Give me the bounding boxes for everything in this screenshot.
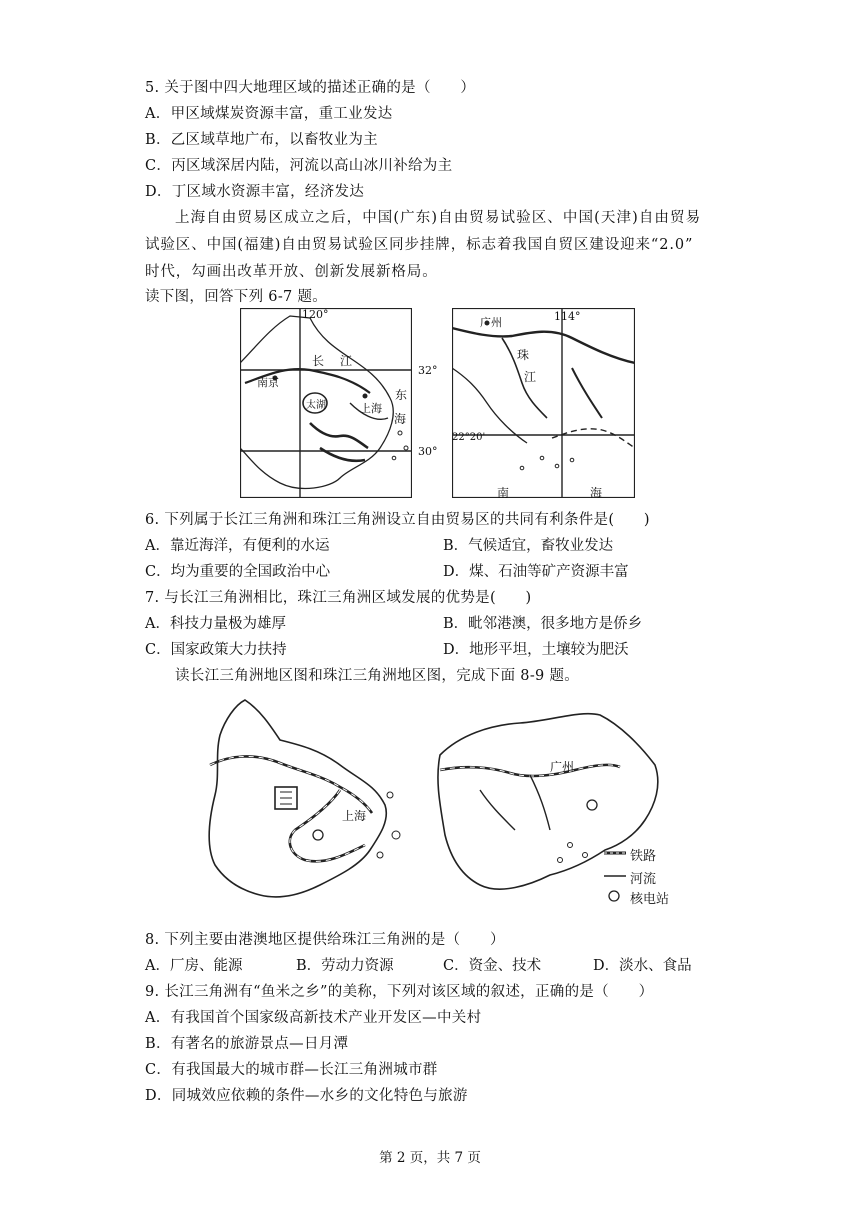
map1-left-lon-label: 120°	[302, 308, 329, 321]
q6-option-d: D．煤、石油等矿产资源丰富	[443, 564, 629, 580]
yangtze-delta-map-graphic	[240, 308, 412, 498]
map1-left-lat32-label: 32°	[418, 364, 438, 377]
q7-option-b: B．毗邻港澳，很多地方是侨乡	[443, 616, 643, 632]
map1-river-char-1: 长	[312, 354, 325, 368]
legend-river-label: 河流	[630, 872, 657, 887]
q8-option-a: A．厂房、能源	[145, 958, 243, 974]
q8-option-c: C．资金、技术	[443, 958, 542, 974]
q5-option-a: A．甲区域煤炭资源丰富，重工业发达	[145, 106, 393, 122]
intro-line-4: 读下图，回答下列 6-7 题。	[145, 289, 328, 305]
q8-option-d: D．淡水、食品	[593, 958, 692, 974]
q9-option-b: B．有著名的旅游景点—日月潭	[145, 1036, 349, 1052]
q9-stem: 9. 长江三角洲有“鱼米之乡”的美称，下列对该区域的叙述，正确的是（ ）	[145, 984, 654, 1000]
map2-guangzhou-label: 广州	[550, 760, 575, 774]
intro-2: 读长江三角洲地区图和珠江三角洲地区图，完成下面 8-9 题。	[175, 668, 580, 684]
q5-option-b: B．乙区域草地广布，以畜牧业为主	[145, 132, 378, 148]
map1-right-lat-label: 22°20'	[452, 432, 486, 443]
q7-option-c: C．国家政策大力扶持	[145, 642, 287, 658]
q6-option-a: A．靠近海洋，有便利的水运	[145, 538, 330, 554]
q9-option-c: C．有我国最大的城市群—长江三角洲城市群	[145, 1062, 438, 1078]
intro-line-3: 时代，勾画出改革开放、创新发展新格局。	[145, 264, 438, 280]
yangtze-delta-map	[240, 308, 438, 498]
delta-maps-with-railways	[200, 695, 680, 910]
q7-option-d: D．地形平坦，土壤较为肥沃	[443, 642, 629, 658]
q5-option-c: C．丙区域深居内陆，河流以高山冰川补给为主	[145, 158, 453, 174]
map1-left-lat30-label: 30°	[418, 445, 438, 458]
map1-south-sea-char-2: 海	[590, 486, 603, 500]
q8-stem: 8. 下列主要由港澳地区提供给珠江三角洲的是（ ）	[145, 932, 505, 948]
map1-right-lon-label: 114°	[554, 310, 581, 323]
map1-pearl-char-2: 江	[524, 370, 537, 384]
legend-railway-label: 铁路	[630, 849, 657, 864]
q6-option-c: C．均为重要的全国政治中心	[145, 564, 331, 580]
map1-lake-label: 太湖	[306, 400, 326, 411]
q7-option-a: A．科技力量极为雄厚	[145, 616, 286, 632]
intro-line-2: 试验区、中国(福建)自由贸易试验区同步挂牌，标志着我国自贸区建设迎来“2.0”	[145, 237, 694, 253]
delta-maps-graphic	[200, 695, 680, 910]
q5-option-d: D．丁区域水资源丰富，经济发达	[145, 184, 365, 200]
page-footer: 第 2 页，共 7 页	[379, 1150, 481, 1166]
q5-stem: 5. 关于图中四大地理区域的描述正确的是（ ）	[145, 80, 476, 96]
map1-sea-char-2: 海	[394, 412, 407, 426]
map1-sea-char-1: 东	[395, 388, 408, 402]
map1-south-sea-char-1: 南	[497, 486, 510, 500]
q6-option-b: B．气候适宜，畜牧业发达	[443, 538, 614, 554]
q7-stem: 7. 与长江三角洲相比，珠江三角洲区域发展的优势是( )	[145, 590, 532, 606]
q8-option-b: B．劳动力资源	[296, 958, 394, 974]
map1-nanjing-label: 南京	[257, 376, 279, 389]
q9-option-d: D．同城效应依赖的条件—水乡的文化特色与旅游	[145, 1088, 468, 1104]
map1-river-char-2: 江	[340, 354, 353, 368]
pearl-delta-map	[452, 308, 635, 498]
map1-shanghai-label: 上海	[360, 402, 382, 415]
q9-option-a: A．有我国首个国家级高新技术产业开发区—中关村	[145, 1010, 482, 1026]
legend-nuclear-label: 核电站	[630, 892, 670, 907]
pearl-delta-map-graphic	[452, 308, 635, 498]
map1-guangzhou-label: 广州	[480, 316, 502, 329]
intro-line-1: 上海自由贸易区成立之后，中国(广东)自由贸易试验区、中国(天津)自由贸易	[175, 210, 702, 226]
map2-shanghai-label: 上海	[342, 809, 367, 823]
q6-stem: 6. 下列属于长江三角洲和珠江三角洲设立自由贸易区的共同有利条件是( )	[145, 512, 650, 528]
map1-pearl-char-1: 珠	[517, 348, 530, 362]
